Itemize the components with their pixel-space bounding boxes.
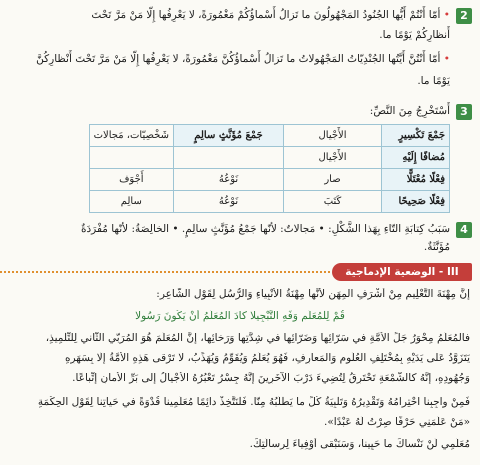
- cell: سالِم: [89, 191, 173, 213]
- cell: [89, 147, 173, 169]
- cell: [174, 147, 284, 169]
- quote-line: «مَنْ عَلَّمَنِي حَرْفًا صِرْتُ لَهُ عَبْدًا».: [323, 416, 470, 428]
- paragraph-line: فَمِنْ واجِبِنا احْتِرامُهُ وَتَقْدِيرُهُ وَتَلْبِيَةُ كُلِّ ما يَطْلُبُهُ مِنّا. فَلْنَتَّخِذْ دائِمًا مُعَلِّمِينا قُدْوَةً في حَياتِنا لِقَوْلِ الحِكْمَةِ: [37, 396, 470, 408]
- section-2-line-1: • أمّا أَنْتُمْ أَيُّها الجُنُودُ المَجْهُولُونَ ما تَزالُ أَسْماؤُكُمْ مَغْمُورَةً، لا يَعْرِفُها إِلّا مَنْ مَرَّ تَحْتَ: [91, 9, 450, 21]
- cell: أَجْوَف: [89, 169, 173, 191]
- row-head: مُضافًا إِلَيْهِ: [382, 147, 450, 169]
- dotted-divider: [0, 271, 330, 273]
- section-number-2: 2: [456, 8, 472, 24]
- cell: الأَجْيال: [284, 147, 382, 169]
- section-banner: [0, 263, 480, 281]
- table-row: [89, 191, 449, 213]
- cell: صار: [284, 169, 382, 191]
- section-2: [8, 6, 472, 96]
- section-2-line-4: يَوْمًا ما.: [417, 75, 450, 87]
- extraction-table: [89, 124, 450, 213]
- bullet-icon: •: [440, 53, 450, 65]
- cell: نَوْعُهُ: [174, 191, 284, 213]
- section-2-line-3: • أمّا أَنْتُنَّ أَيَّتُها الجُنْدِيّاتُ المَجْهُولاتُ ما تَزالُ أَسْماؤُكُنَّ مَغْمُورَةً، لا يَعْرِفُها إِلّا مَنْ مَرَّ تَحْتَ أَنْظارِكُنَّ: [36, 53, 450, 65]
- table-row: [89, 147, 449, 169]
- section-4-line-1: سَبَبُ كِتابَةِ التّاءِ بِهَذا الشَّكْلِ: • مَجالاتٌ: لأنّها جَمْعُ مُؤَنَّثٍ سالِمٍ. • الخالِصَةُ: لأنّها مُفْرَدَةٌ: [80, 223, 450, 235]
- poem-verse: قُمْ لِلْمُعَلِّمِ وَفِّهِ التَّبْجِيلا كادَ المُعَلِّمُ أَنْ يَكُونَ رَسُولا: [135, 310, 345, 322]
- section-4-line-2: مُؤَنَّثَةٌ.: [423, 241, 450, 253]
- paragraph-line: مُعَلِّمِي لَنْ نَنْساكَ ما حَيِينا، وَسَنَبْقى أَوْفِياءَ لِرِسالَتِكَ.: [249, 438, 470, 450]
- section-number-4: 4: [456, 222, 472, 238]
- paragraph-line: فالمُعَلِّمُ مِحْوَرُ جَلِّ الأُمَّةِ في سَرّائِها وَضَرّائِها في شِدَّتِها وَرَخائِها، إِنَّ المُعَلِّمَ هُوَ المُرَبّي الثّاني لِلتِّلْمِيذِ،: [45, 332, 470, 344]
- bullet-icon: •: [440, 9, 450, 21]
- table-row: [89, 169, 449, 191]
- cell: نَوْعُهُ: [174, 169, 284, 191]
- paragraph-line: يَتَزَوَّدُ عَلى يَدَيْهِ بِمُخْتَلِفِ العُلُومِ وَالمَعارِفِ، فَهُوَ يُعَلِّمُ وَيُقَوِّمُ وَيُهَذِّبُ، لا تَرْقى هَذِهِ الأُمَّةُ إِلّا بِسَهَرِهِ: [64, 352, 470, 364]
- cell: كَتَبَ: [284, 191, 382, 213]
- table-row: [89, 125, 449, 147]
- paragraph-line: إِنَّ مِهْنَةَ التَّعْلِيمِ مِنْ أَشْرَفِ المِهَنِ لأَنَّها مِهْنَةُ الأَنْبِياءِ وَالرُّسُلِ لِقَوْلِ الشّاعِرِ:: [156, 288, 470, 300]
- row-head: جَمْعَ تَكْسِيرٍ: [382, 125, 450, 147]
- cell: شَخْصِيّات، مَجالات: [89, 125, 173, 147]
- section-3-title: أَسْتَخْرِجُ مِنَ النَّصِّ:: [369, 105, 450, 117]
- row-head: جَمْعَ مُؤَنَّثٍ سالِمٍ: [174, 125, 284, 147]
- section-2-line-2: أَنظارِكُمْ يَوْمًا ما.: [379, 29, 450, 41]
- row-head: فِعْلًا صَحِيحًا: [382, 191, 450, 213]
- integration-text: [10, 288, 470, 464]
- section-4: [8, 220, 472, 260]
- banner-title: III - الوضعية الإدماجية: [332, 263, 472, 281]
- section-number-3: 3: [456, 104, 472, 120]
- paragraph-line: وَجُهُودِهِ، إِنَّهُ كالشَّمْعَةِ تَحْتَرِقُ لِتُضِيءَ دَرْبَ الآخَرِينَ إِنَّهُ جِسْرُ تَعْبُرُهُ الأَجْيالُ إِلى بَرِّ الأَمانِ إِتِّباعًا.: [72, 372, 470, 384]
- cell: الأَجْيال: [284, 125, 382, 147]
- row-head: فِعْلًا مُعْتَلًّا: [382, 169, 450, 191]
